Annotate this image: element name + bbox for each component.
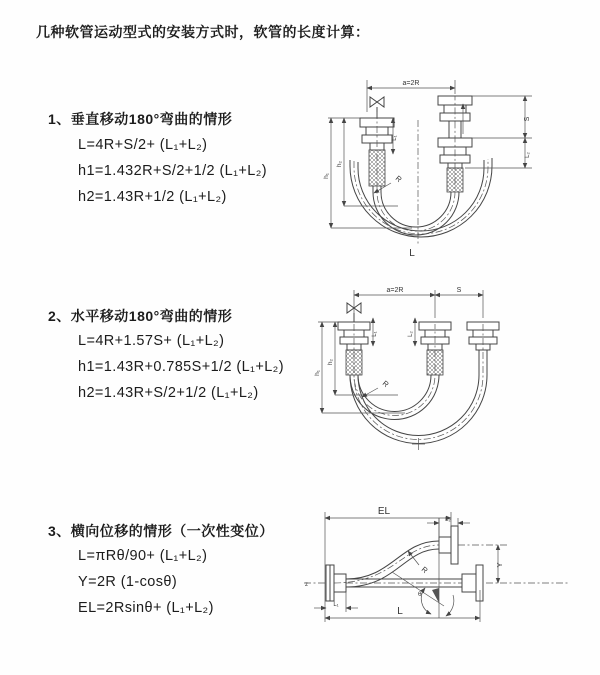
dim-label-el: EL bbox=[377, 506, 391, 517]
section-1-heading: 1、垂直移动180°弯曲的情形 bbox=[48, 111, 233, 127]
length-label-l: L bbox=[397, 606, 403, 617]
radius-label-r: R bbox=[393, 173, 404, 185]
dim-label-l2: L₂ bbox=[408, 331, 414, 337]
dim-label-a2r: a=2R bbox=[402, 80, 420, 87]
section-2-formula-L: L=4R+1.57S+ (L₁+L₂) bbox=[78, 333, 225, 349]
dim-label-s: S bbox=[456, 287, 462, 294]
radius-label-r: R bbox=[419, 564, 430, 576]
dim-label-l1: L₁ bbox=[392, 135, 398, 141]
section-2-formula-h1: h1=1.43R+0.785S+1/2 (L₁+L₂) bbox=[78, 359, 284, 375]
section-1-formula-h2: h2=1.43R+1/2 (L₁+L₂) bbox=[78, 189, 227, 205]
dim-label-l1: L₁ bbox=[333, 602, 339, 608]
dim-label-y: Y bbox=[495, 562, 504, 568]
dim-label-l2: L₂ bbox=[525, 152, 531, 158]
section-2-formula-h2: h2=1.43R+S/2+1/2 (L₁+L₂) bbox=[78, 385, 259, 401]
dim-label-h1: h₁ bbox=[323, 173, 330, 179]
section-1-formula-L: L=4R+S/2+ (L₁+L₂) bbox=[78, 137, 208, 153]
dim-label-h2: h₂ bbox=[336, 160, 343, 168]
hose-displaced-s-curve bbox=[334, 541, 439, 587]
radius-label-r: R bbox=[380, 378, 391, 390]
dim-label-a2r: a=2R bbox=[386, 287, 404, 294]
section-3-heading: 3、横向位移的情形（一次性变位） bbox=[48, 523, 274, 539]
section-3-formula-EL: EL=2Rsinθ+ (L₁+L₂) bbox=[78, 600, 214, 616]
dim-label-l1: L₁ bbox=[372, 331, 378, 337]
dim-label-l2: L₂ bbox=[445, 517, 451, 523]
hose-u-bend bbox=[350, 324, 487, 444]
right-flange-displaced bbox=[439, 526, 458, 564]
diagram-horizontal-180-bend bbox=[300, 278, 590, 465]
section-2-heading: 2、水平移动180°弯曲的情形 bbox=[48, 308, 233, 324]
centerline-mark: z bbox=[305, 582, 308, 588]
bottom-center-tick bbox=[412, 438, 425, 450]
dim-label-h2: h₂ bbox=[327, 358, 334, 366]
dim-label-s: S bbox=[524, 116, 531, 122]
length-label-l: L bbox=[409, 248, 415, 259]
angle-label-theta: θ bbox=[418, 591, 422, 598]
page-title: 几种软管运动型式的安装方式时，软管的长度计算： bbox=[36, 24, 370, 40]
section-1-formula-h1: h1=1.432R+S/2+1/2 (L₁+L₂) bbox=[78, 163, 268, 179]
diagram-lateral-displacement bbox=[296, 492, 596, 642]
diagram-vertical-180-bend bbox=[300, 66, 590, 262]
section-3-formula-L: L=πRθ/90+ (L₁+L₂) bbox=[78, 548, 208, 564]
section-3-formula-Y: Y=2R (1-cosθ) bbox=[78, 574, 178, 590]
dim-label-h1: h₁ bbox=[314, 370, 321, 376]
